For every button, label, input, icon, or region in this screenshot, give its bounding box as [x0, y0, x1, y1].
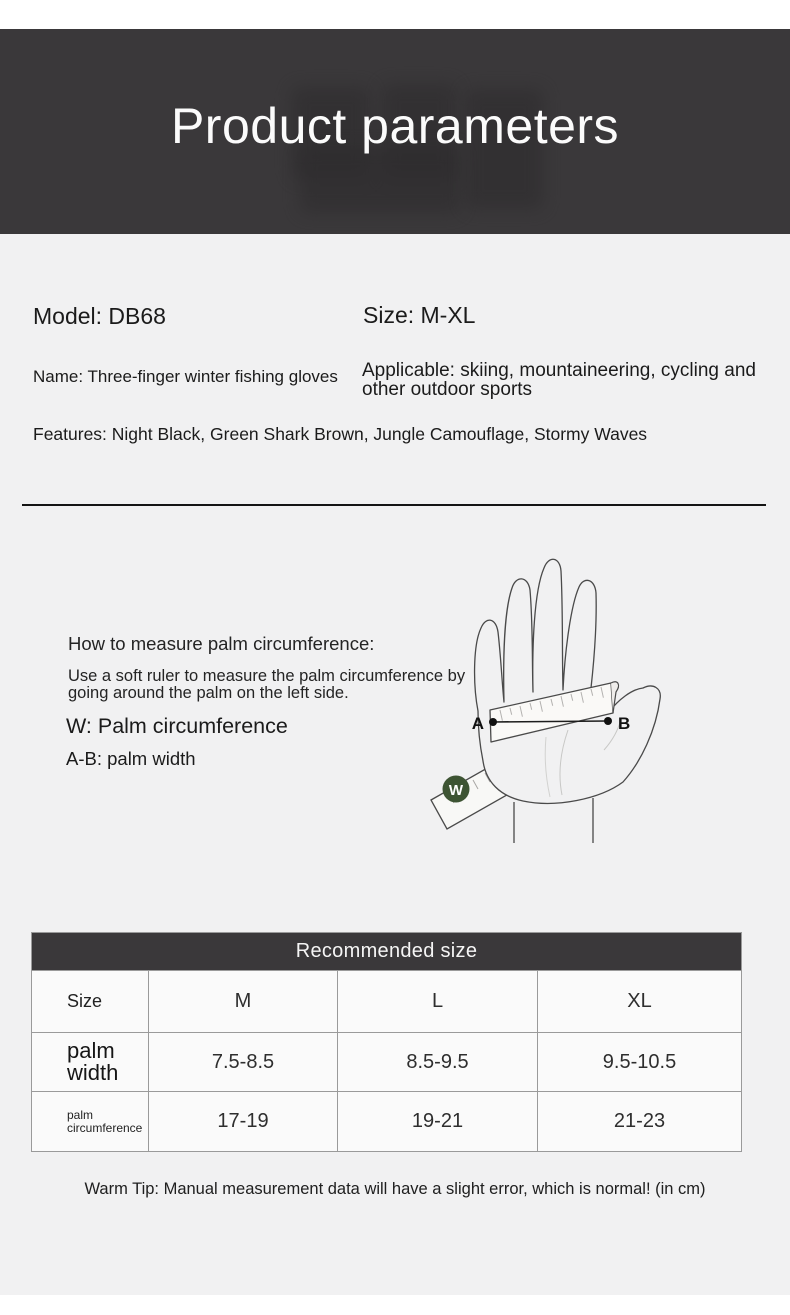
warm-tip-text: Warm Tip: Manual measurement data will have a slight error, which is normal! (in cm) [84, 1180, 706, 1198]
table-cell: 17-19 [149, 1091, 338, 1151]
model-text: Model: DB68 [33, 303, 166, 329]
table-cell: 21-23 [538, 1091, 741, 1151]
table-row-label: palm circumference [32, 1091, 149, 1151]
table-col-header: M [149, 970, 338, 1032]
size-table-grid [32, 970, 741, 1151]
table-col-header: Size [32, 970, 149, 1032]
point-a-label: A [471, 714, 484, 733]
table-cell: 7.5-8.5 [149, 1032, 338, 1091]
name-text: Name: Three-finger winter fishing gloves [33, 367, 338, 386]
hand-diagram [428, 545, 790, 845]
point-b-label: B [618, 714, 631, 733]
table-row-label: palm width [32, 1032, 149, 1091]
ab-definition: A-B: palm width [66, 748, 196, 769]
table-cell: 19-21 [338, 1091, 538, 1151]
hand-outline [475, 559, 661, 803]
size-text: Size: M-XL [363, 302, 476, 328]
w-badge [443, 776, 470, 803]
table-col-header: L [338, 970, 538, 1032]
page-title: Product parameters [170, 98, 620, 154]
measure-heading: How to measure palm circumference: [68, 633, 375, 654]
table-cell: 9.5-10.5 [538, 1032, 741, 1091]
size-table [31, 932, 742, 1152]
section-divider [22, 504, 766, 506]
size-table-title: Recommended size [32, 933, 741, 970]
w-badge-label: W [448, 782, 464, 799]
title-banner [0, 29, 790, 234]
features-text: Features: Night Black, Green Shark Brown, Jungle Camouflage, Stormy Waves [33, 424, 648, 444]
table-cell: 8.5-9.5 [338, 1032, 538, 1091]
applicable-text: Applicable: skiing, mountaineering, cycling and other outdoor sports [362, 360, 756, 400]
w-definition: W: Palm circumference [66, 714, 288, 738]
table-col-header: XL [538, 970, 741, 1032]
measure-instruction: Use a soft ruler to measure the palm circumference by going around the palm on the left side. [68, 667, 466, 702]
